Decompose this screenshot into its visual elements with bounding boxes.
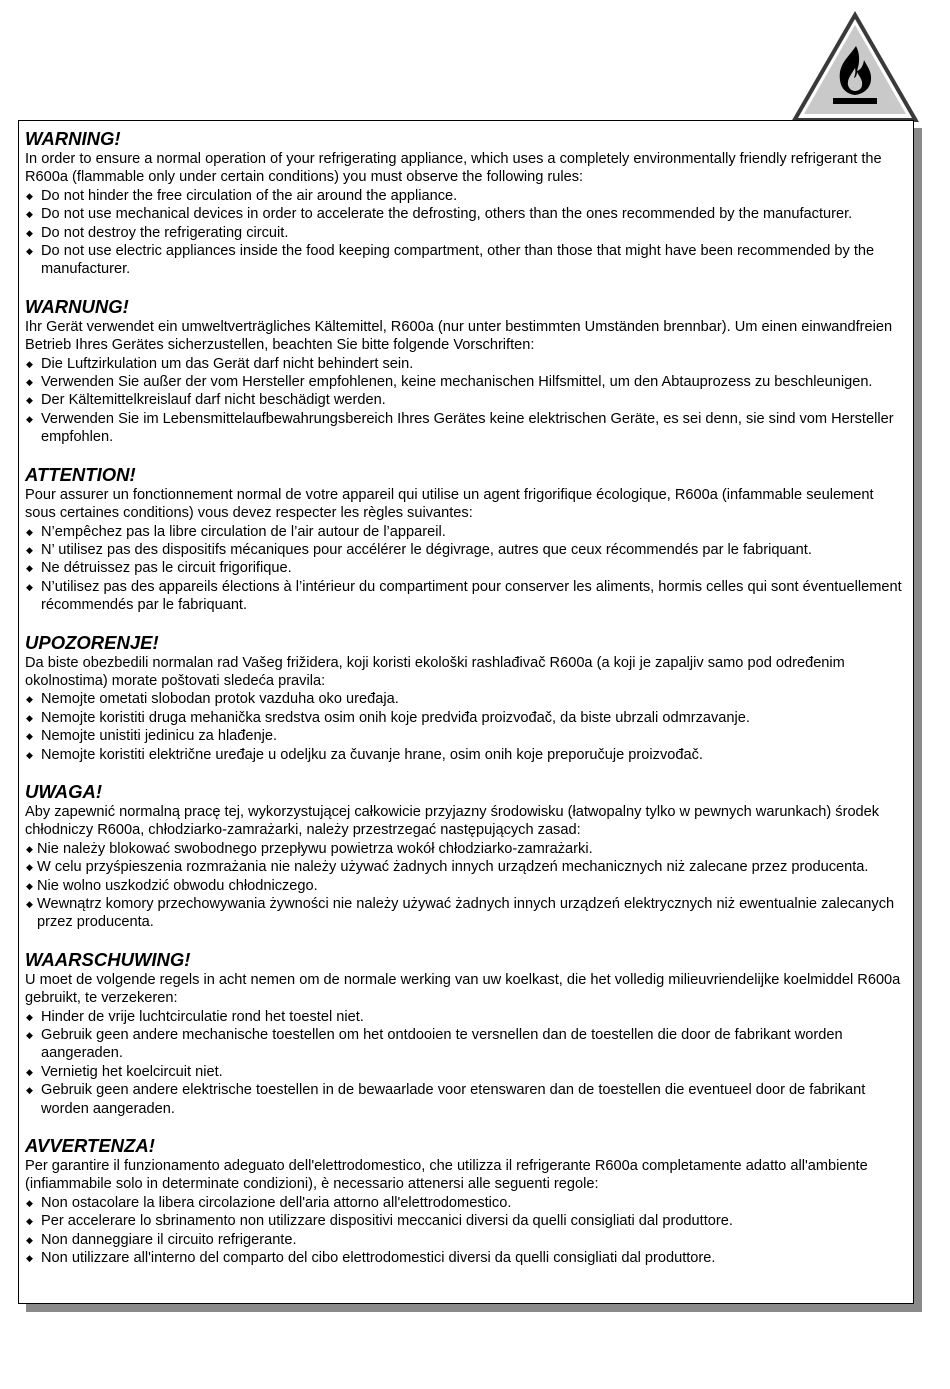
section-intro: In order to ensure a normal operation of your refrigerating appliance, which uses a completely environmentally friendly refrigerant the R600a (flammable only under certain conditions) you must observe the following rules: bbox=[25, 151, 882, 186]
list-item bbox=[25, 858, 905, 876]
list-item bbox=[25, 373, 905, 391]
list-item-text: Gebruik geen andere mechanische toestellen om het ontdooien te versnellen dan de toestellen die door de fabrikant worden aangeraden. bbox=[41, 1027, 843, 1062]
list-item-text: Nemojte koristiti električne uređaje u odeljku za čuvanje hrane, osim onih koje preporučuje proizvođač. bbox=[41, 746, 703, 763]
flammable-warning-triangle-icon bbox=[786, 6, 924, 128]
rules-list bbox=[25, 523, 905, 615]
list-item bbox=[25, 877, 905, 895]
list-item-text: Nemojte koristiti druga mehanička sredstva osim onih koje predviđa proizvođač, da biste ubrzali odmrzavanje. bbox=[41, 709, 750, 726]
diamond-bullet-icon: ◆ bbox=[26, 712, 33, 723]
list-item bbox=[25, 727, 905, 745]
section-italian bbox=[25, 1135, 905, 1267]
list-item-text: Nie należy blokować swobodnego przepływu powietrza wokół chłodziarko-zamrażarki. bbox=[37, 840, 593, 857]
section-intro: Aby zapewnić normalną pracę tej, wykorzystującej całkowicie przyjazny środowisku (łatwopalny tylko w pewnych warunkach) środek chłodniczy R600a, chłodziarko-zamrażarki, należy przestrzegać następujących zasad: bbox=[25, 803, 880, 839]
list-item-text: Do not use mechanical devices in order to accelerate the defrosting, others than the ones recommended by the manufacturer. bbox=[41, 206, 853, 223]
section-intro: Pour assurer un fonctionnement normal de votre appareil qui utilise un agent frigorifique écologique, R600a (infammable seulement sous certaines conditions) vous devez respecter les règles suivantes: bbox=[25, 486, 874, 522]
diamond-bullet-icon: ◆ bbox=[26, 1216, 33, 1227]
list-item-text: Do not hinder the free circulation of the air around the appliance. bbox=[41, 187, 458, 204]
diamond-bullet-icon: ◆ bbox=[26, 246, 33, 257]
list-item-text: Non danneggiare il circuito refrigerante. bbox=[41, 1231, 297, 1248]
list-item-text: Wewnątrz komory przechowywania żywności nie należy używać żadnych innych urządzeń elektrycznych niż ewentualnie zalecanych przez producenta. bbox=[37, 896, 895, 931]
list-item-text: Nie wolno uszkodzić obwodu chłodniczego. bbox=[37, 877, 318, 894]
list-item-text: W celu przyśpieszenia rozmrażania nie należy używać żadnych innych urządzeń mechanicznych niż zalecane przez producenta. bbox=[37, 859, 869, 876]
rules-list bbox=[25, 355, 905, 447]
diamond-bullet-icon: ◆ bbox=[26, 899, 33, 909]
list-item bbox=[25, 690, 905, 708]
section-german bbox=[25, 296, 905, 447]
list-item bbox=[25, 1081, 905, 1118]
rules-list bbox=[25, 690, 905, 764]
list-item-text: Die Luftzirkulation um das Gerät darf nicht behindert sein. bbox=[41, 355, 414, 372]
section-heading: AVVERTENZA! bbox=[25, 1135, 155, 1157]
list-item-text: Verwenden Sie im Lebensmittelaufbewahrungsbereich Ihres Gerätes keine elektrischen Geräte, es sei denn, sie sind vom Hersteller empfohlen. bbox=[41, 410, 894, 446]
diamond-bullet-icon: ◆ bbox=[26, 413, 33, 424]
list-item bbox=[25, 1249, 905, 1267]
diamond-bullet-icon: ◆ bbox=[26, 395, 33, 406]
section-heading: ATTENTION! bbox=[25, 463, 136, 485]
section-heading: UPOZORENJE! bbox=[25, 631, 159, 653]
list-item bbox=[25, 224, 905, 242]
list-item bbox=[25, 1063, 905, 1081]
list-item-text: Der Kältemittelkreislauf darf nicht beschädigt werden. bbox=[41, 392, 386, 409]
section-heading: WARNUNG! bbox=[25, 295, 129, 317]
list-item-text: Gebruik geen andere elektrische toestellen in de bewaarlade voor etenswaren dan de toestellen die eventueel door de fabrikant worden aangeraden. bbox=[41, 1082, 866, 1117]
list-item-text: Hinder de vrije luchtcirculatie rond het toestel niet. bbox=[41, 1008, 364, 1025]
diamond-bullet-icon: ◆ bbox=[26, 694, 33, 705]
section-dutch bbox=[25, 949, 905, 1118]
diamond-bullet-icon: ◆ bbox=[26, 843, 33, 854]
list-item-text: Verwenden Sie außer der vom Hersteller empfohlenen, keine mechanischen Hilfsmittel, um den Abtauprozess zu beschleunigen. bbox=[41, 374, 873, 391]
list-item-text: Do not use electric appliances inside the food keeping compartment, other than those that might have been recommended by the manufacturer. bbox=[41, 243, 875, 278]
diamond-bullet-icon: ◆ bbox=[26, 209, 33, 220]
diamond-bullet-icon: ◆ bbox=[26, 358, 33, 369]
list-item-text: Nemojte ometati slobodan protok vazduha oko uređaja. bbox=[41, 691, 399, 708]
list-item bbox=[25, 1008, 905, 1026]
diamond-bullet-icon: ◆ bbox=[26, 377, 33, 388]
diamond-bullet-icon: ◆ bbox=[26, 1030, 33, 1041]
list-item bbox=[25, 559, 905, 577]
diamond-bullet-icon: ◆ bbox=[26, 563, 33, 574]
diamond-bullet-icon: ◆ bbox=[26, 1197, 33, 1208]
rules-list bbox=[25, 187, 905, 279]
list-item-text: N’utilisez pas des appareils élections à l’intérieur du compartiment pour conserver les aliments, hormis celles qui sont éventuellement récommendés par le fabriquant. bbox=[41, 578, 902, 614]
list-item bbox=[25, 1231, 905, 1249]
diamond-bullet-icon: ◆ bbox=[26, 227, 33, 238]
diamond-bullet-icon: ◆ bbox=[26, 1085, 33, 1096]
list-item bbox=[25, 709, 905, 727]
section-intro: U moet de volgende regels in acht nemen om de normale werking van uw koelkast, die het volledig milieuvriendelijke koelmiddel R600a gebruikt, te verzekeren: bbox=[25, 971, 901, 1007]
diamond-bullet-icon: ◆ bbox=[26, 1253, 33, 1264]
section-heading: UWAGA! bbox=[25, 780, 103, 802]
diamond-bullet-icon: ◆ bbox=[26, 731, 33, 742]
list-item bbox=[25, 895, 905, 932]
list-item bbox=[25, 541, 905, 559]
section-serbian bbox=[25, 632, 905, 764]
diamond-bullet-icon: ◆ bbox=[26, 1011, 33, 1022]
list-item bbox=[25, 578, 905, 615]
list-item bbox=[25, 746, 905, 764]
diamond-bullet-icon: ◆ bbox=[26, 526, 33, 537]
list-item-text: Non utilizzare all'interno del comparto del cibo elettrodomestici diversi da quelli consigliati dal produttore. bbox=[41, 1250, 716, 1267]
list-item bbox=[25, 1212, 905, 1230]
list-item-text: N’ utilisez pas des dispositifs mécaniques pour accélérer le dégivrage, autres que ceux récommendés par le fabriquant. bbox=[41, 541, 812, 558]
list-item-text: Ne détruissez pas le circuit frigorifique. bbox=[41, 560, 292, 577]
section-polish bbox=[25, 781, 905, 932]
diamond-bullet-icon: ◆ bbox=[26, 862, 33, 873]
section-heading: WAARSCHUWING! bbox=[25, 948, 191, 970]
rules-list bbox=[25, 840, 905, 932]
rules-list bbox=[25, 1194, 905, 1268]
rules-list bbox=[25, 1008, 905, 1118]
section-french bbox=[25, 464, 905, 615]
diamond-bullet-icon: ◆ bbox=[26, 581, 33, 592]
warning-panel bbox=[18, 120, 914, 1304]
list-item bbox=[25, 410, 905, 447]
section-english bbox=[25, 128, 905, 279]
list-item bbox=[25, 205, 905, 223]
list-item-text: N’empêchez pas la libre circulation de l’air autour de l’appareil. bbox=[41, 523, 446, 540]
list-item bbox=[25, 840, 905, 858]
diamond-bullet-icon: ◆ bbox=[26, 544, 33, 555]
list-item-text: Vernietig het koelcircuit niet. bbox=[41, 1063, 223, 1080]
diamond-bullet-icon: ◆ bbox=[26, 749, 33, 760]
section-heading: WARNING! bbox=[25, 128, 121, 149]
diamond-bullet-icon: ◆ bbox=[26, 190, 33, 201]
list-item bbox=[25, 187, 905, 205]
list-item bbox=[25, 1194, 905, 1212]
section-intro: Per garantire il funzionamento adeguato dell'elettrodomestico, che utilizza il refrigerante R600a completamente adatto all'ambiente (infiammabile solo in determinate condizioni), è necessario attenersi alle seguenti regole: bbox=[25, 1158, 868, 1193]
list-item bbox=[25, 391, 905, 409]
list-item-text: Nemojte unistiti jedinicu za hlađenje. bbox=[41, 728, 278, 745]
list-item bbox=[25, 242, 905, 279]
section-intro: Ihr Gerät verwendet ein umweltverträgliches Kältemittel, R600a (nur unter bestimmten Umständen brennbar). Um einen einwandfreien Betrieb Ihres Gerätes sicherzustellen, beachten Sie bitte folgende Vorschriften: bbox=[25, 318, 893, 354]
list-item bbox=[25, 523, 905, 541]
list-item-text: Do not destroy the refrigerating circuit. bbox=[41, 224, 289, 241]
diamond-bullet-icon: ◆ bbox=[26, 1066, 33, 1077]
diamond-bullet-icon: ◆ bbox=[26, 1234, 33, 1245]
section-intro: Da biste obezbedili normalan rad Vašeg frižidera, koji koristi ekološki rashlađivač R600a (a koji je zapaljiv samo pod određenim okolnostima) morate poštovati sledeća pravila: bbox=[25, 654, 845, 689]
list-item bbox=[25, 355, 905, 373]
list-item bbox=[25, 1026, 905, 1063]
list-item-text: Non ostacolare la libera circolazione dell'aria attorno all'elettrodomestico. bbox=[41, 1194, 512, 1211]
list-item-text: Per accelerare lo sbrinamento non utilizzare dispositivi meccanici diversi da quelli consigliati dal produttore. bbox=[41, 1213, 733, 1230]
diamond-bullet-icon: ◆ bbox=[26, 880, 33, 891]
